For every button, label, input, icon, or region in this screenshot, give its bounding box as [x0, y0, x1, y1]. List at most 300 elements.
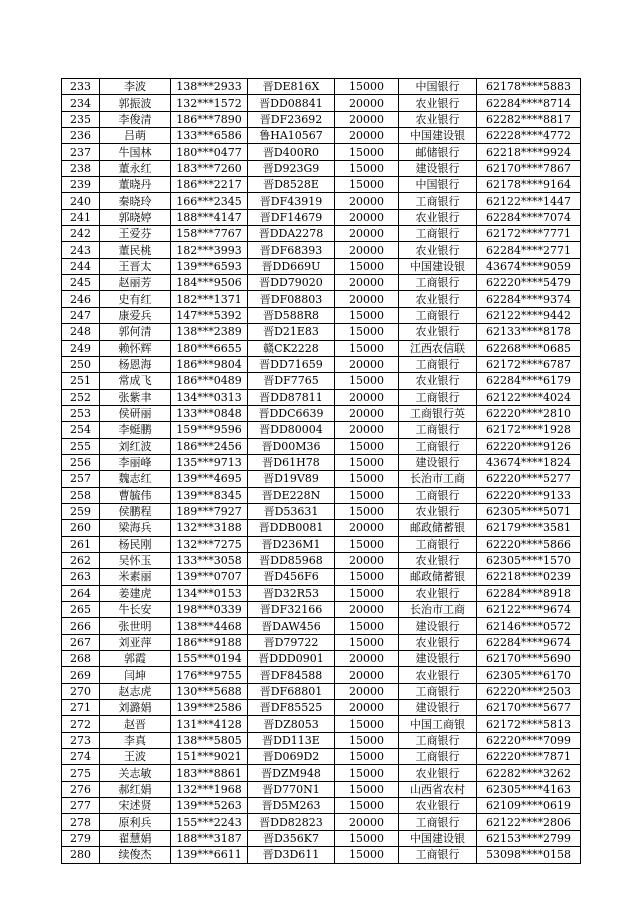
amount-cell: 15000	[335, 487, 399, 503]
card-number-cell: 62220****2810	[477, 405, 581, 421]
table-row	[62, 749, 581, 765]
card-number-cell: 62220****5866	[477, 536, 581, 552]
card-number-cell: 62282****8817	[477, 111, 581, 127]
row-number-cell: 244	[62, 258, 100, 274]
amount-cell: 20000	[335, 291, 399, 307]
license-plate-cell: 赣CK2228	[248, 340, 335, 356]
table-row	[62, 716, 581, 732]
row-number-cell: 259	[62, 503, 100, 519]
person-name-cell: 翟慧娟	[100, 830, 171, 846]
license-plate-cell: 晋DF7765	[248, 373, 335, 389]
license-plate-cell: 晋D53631	[248, 503, 335, 519]
license-plate-cell: 晋DAW456	[248, 618, 335, 634]
payment-table	[61, 78, 581, 864]
license-plate-cell: 晋DD85968	[248, 552, 335, 568]
table-row	[62, 634, 581, 650]
row-number-cell: 276	[62, 781, 100, 797]
bank-name-cell: 农业银行	[399, 373, 477, 389]
row-number-cell: 245	[62, 275, 100, 291]
bank-name-cell: 工商银行	[399, 438, 477, 454]
phone-number-cell: 186***9804	[171, 356, 248, 372]
phone-number-cell: 138***4468	[171, 618, 248, 634]
person-name-cell: 张世明	[100, 618, 171, 634]
phone-number-cell: 138***2389	[171, 324, 248, 340]
amount-cell: 15000	[335, 373, 399, 389]
phone-number-cell: 155***0194	[171, 651, 248, 667]
card-number-cell: 62122****9674	[477, 602, 581, 618]
bank-name-cell: 农业银行	[399, 111, 477, 127]
phone-number-cell: 139***6593	[171, 258, 248, 274]
person-name-cell: 刘潞娟	[100, 700, 171, 716]
bank-name-cell: 工商银行	[399, 814, 477, 830]
card-number-cell: 62220****9133	[477, 487, 581, 503]
table-row	[62, 209, 581, 225]
amount-cell: 20000	[335, 651, 399, 667]
phone-number-cell: 182***3993	[171, 242, 248, 258]
amount-cell: 15000	[335, 716, 399, 732]
amount-cell: 20000	[335, 95, 399, 111]
bank-name-cell: 农业银行	[399, 291, 477, 307]
row-number-cell: 277	[62, 798, 100, 814]
table-row	[62, 471, 581, 487]
row-number-cell: 254	[62, 422, 100, 438]
amount-cell: 15000	[335, 471, 399, 487]
amount-cell: 15000	[335, 454, 399, 470]
row-number-cell: 271	[62, 700, 100, 716]
phone-number-cell: 180***6655	[171, 340, 248, 356]
bank-name-cell: 山西省农村	[399, 781, 477, 797]
row-number-cell: 251	[62, 373, 100, 389]
row-number-cell: 233	[62, 79, 100, 95]
license-plate-cell: 晋DDB0081	[248, 520, 335, 536]
card-number-cell: 62220****7099	[477, 732, 581, 748]
bank-name-cell: 农业银行	[399, 634, 477, 650]
amount-cell: 15000	[335, 634, 399, 650]
license-plate-cell: 晋DF08803	[248, 291, 335, 307]
license-plate-cell: 晋D236M1	[248, 536, 335, 552]
row-number-cell: 262	[62, 552, 100, 568]
card-number-cell: 62220****5479	[477, 275, 581, 291]
table-row	[62, 781, 581, 797]
table-body	[62, 79, 581, 864]
row-number-cell: 250	[62, 356, 100, 372]
card-number-cell: 62268****0685	[477, 340, 581, 356]
table-row	[62, 569, 581, 585]
license-plate-cell: 晋D61H78	[248, 454, 335, 470]
phone-number-cell: 132***1968	[171, 781, 248, 797]
phone-number-cell: 180***0477	[171, 144, 248, 160]
table-row	[62, 732, 581, 748]
row-number-cell: 253	[62, 405, 100, 421]
row-number-cell: 236	[62, 128, 100, 144]
phone-number-cell: 134***0313	[171, 389, 248, 405]
person-name-cell: 刘红波	[100, 438, 171, 454]
row-number-cell: 256	[62, 454, 100, 470]
table-row	[62, 651, 581, 667]
row-number-cell: 273	[62, 732, 100, 748]
table-row	[62, 389, 581, 405]
person-name-cell: 赵晋	[100, 716, 171, 732]
table-row	[62, 324, 581, 340]
phone-number-cell: 186***2456	[171, 438, 248, 454]
row-number-cell: 278	[62, 814, 100, 830]
phone-number-cell: 131***4128	[171, 716, 248, 732]
card-number-cell: 62170****7867	[477, 160, 581, 176]
card-number-cell: 62284****6179	[477, 373, 581, 389]
amount-cell: 20000	[335, 193, 399, 209]
table-row	[62, 585, 581, 601]
card-number-cell: 62170****5677	[477, 700, 581, 716]
person-name-cell: 吴怀玉	[100, 552, 171, 568]
amount-cell: 20000	[335, 275, 399, 291]
card-number-cell: 62284****9674	[477, 634, 581, 650]
table-row	[62, 520, 581, 536]
table-row	[62, 814, 581, 830]
person-name-cell: 董晓丹	[100, 177, 171, 193]
card-number-cell: 62220****5277	[477, 471, 581, 487]
amount-cell: 20000	[335, 226, 399, 242]
card-number-cell: 62284****8918	[477, 585, 581, 601]
phone-number-cell: 186***2217	[171, 177, 248, 193]
amount-cell: 20000	[335, 814, 399, 830]
card-number-cell: 62146****0572	[477, 618, 581, 634]
row-number-cell: 240	[62, 193, 100, 209]
row-number-cell: 255	[62, 438, 100, 454]
license-plate-cell: 晋D5M263	[248, 798, 335, 814]
table-row	[62, 111, 581, 127]
table-row	[62, 242, 581, 258]
bank-name-cell: 建设银行	[399, 160, 477, 176]
phone-number-cell: 176***9755	[171, 667, 248, 683]
phone-number-cell: 182***1371	[171, 291, 248, 307]
phone-number-cell: 188***3187	[171, 830, 248, 846]
license-plate-cell: 晋DD71659	[248, 356, 335, 372]
row-number-cell: 248	[62, 324, 100, 340]
license-plate-cell: 晋DF43919	[248, 193, 335, 209]
person-name-cell: 李波	[100, 79, 171, 95]
amount-cell: 15000	[335, 847, 399, 863]
amount-cell: 15000	[335, 618, 399, 634]
table-row	[62, 340, 581, 356]
person-name-cell: 米素丽	[100, 569, 171, 585]
license-plate-cell: 晋DDA2278	[248, 226, 335, 242]
card-number-cell: 62122****4024	[477, 389, 581, 405]
row-number-cell: 235	[62, 111, 100, 127]
phone-number-cell: 184***9506	[171, 275, 248, 291]
bank-name-cell: 农业银行	[399, 242, 477, 258]
row-number-cell: 261	[62, 536, 100, 552]
bank-name-cell: 农业银行	[399, 209, 477, 225]
license-plate-cell: 晋DF85525	[248, 700, 335, 716]
card-number-cell: 62122****2806	[477, 814, 581, 830]
license-plate-cell: 晋D21E83	[248, 324, 335, 340]
row-number-cell: 270	[62, 683, 100, 699]
person-name-cell: 秦晓玲	[100, 193, 171, 209]
person-name-cell: 宋述贤	[100, 798, 171, 814]
phone-number-cell: 133***0848	[171, 405, 248, 421]
person-name-cell: 梁海兵	[100, 520, 171, 536]
row-number-cell: 257	[62, 471, 100, 487]
amount-cell: 20000	[335, 667, 399, 683]
card-number-cell: 62305****5071	[477, 503, 581, 519]
phone-number-cell: 158***7767	[171, 226, 248, 242]
row-number-cell: 280	[62, 847, 100, 863]
amount-cell: 15000	[335, 438, 399, 454]
card-number-cell: 62220****2503	[477, 683, 581, 699]
table-row	[62, 454, 581, 470]
card-number-cell: 53098****0158	[477, 847, 581, 863]
license-plate-cell: 晋DDD0901	[248, 651, 335, 667]
row-number-cell: 238	[62, 160, 100, 176]
amount-cell: 20000	[335, 389, 399, 405]
amount-cell: 15000	[335, 749, 399, 765]
amount-cell: 20000	[335, 242, 399, 258]
license-plate-cell: 晋DD113E	[248, 732, 335, 748]
amount-cell: 15000	[335, 798, 399, 814]
bank-name-cell: 工商银行	[399, 732, 477, 748]
table-row	[62, 95, 581, 111]
card-number-cell: 62153****2799	[477, 830, 581, 846]
table-row	[62, 405, 581, 421]
amount-cell: 15000	[335, 536, 399, 552]
table-row	[62, 552, 581, 568]
phone-number-cell: 189***7927	[171, 503, 248, 519]
phone-number-cell: 166***2345	[171, 193, 248, 209]
card-number-cell: 62178****9164	[477, 177, 581, 193]
row-number-cell: 279	[62, 830, 100, 846]
person-name-cell: 王爱芬	[100, 226, 171, 242]
row-number-cell: 247	[62, 307, 100, 323]
row-number-cell: 237	[62, 144, 100, 160]
table-row	[62, 847, 581, 863]
phone-number-cell: 130***5688	[171, 683, 248, 699]
person-name-cell: 史有红	[100, 291, 171, 307]
person-name-cell: 赵丽芳	[100, 275, 171, 291]
license-plate-cell: 晋DD82823	[248, 814, 335, 830]
person-name-cell: 牛长安	[100, 602, 171, 618]
bank-name-cell: 中国建设银	[399, 258, 477, 274]
phone-number-cell: 186***0489	[171, 373, 248, 389]
row-number-cell: 266	[62, 618, 100, 634]
person-name-cell: 郭晓婷	[100, 209, 171, 225]
row-number-cell: 269	[62, 667, 100, 683]
person-name-cell: 曹毓伟	[100, 487, 171, 503]
table-row	[62, 128, 581, 144]
bank-name-cell: 长治市工商	[399, 602, 477, 618]
person-name-cell: 张紫聿	[100, 389, 171, 405]
bank-name-cell: 工商银行	[399, 683, 477, 699]
person-name-cell: 吕萌	[100, 128, 171, 144]
table-row	[62, 683, 581, 699]
bank-name-cell: 工商银行	[399, 389, 477, 405]
row-number-cell: 274	[62, 749, 100, 765]
license-plate-cell: 晋D8528E	[248, 177, 335, 193]
person-name-cell: 魏志红	[100, 471, 171, 487]
amount-cell: 20000	[335, 552, 399, 568]
person-name-cell: 杨恩海	[100, 356, 171, 372]
phone-number-cell: 147***5392	[171, 307, 248, 323]
person-name-cell: 侯研丽	[100, 405, 171, 421]
bank-name-cell: 中国银行	[399, 177, 477, 193]
amount-cell: 20000	[335, 602, 399, 618]
license-plate-cell: 鲁HA10567	[248, 128, 335, 144]
table-row	[62, 177, 581, 193]
amount-cell: 15000	[335, 307, 399, 323]
phone-number-cell: 139***8345	[171, 487, 248, 503]
bank-name-cell: 农业银行	[399, 552, 477, 568]
person-name-cell: 郭霞	[100, 651, 171, 667]
phone-number-cell: 134***0153	[171, 585, 248, 601]
bank-name-cell: 工商银行	[399, 749, 477, 765]
row-number-cell: 275	[62, 765, 100, 781]
license-plate-cell: 晋DF32166	[248, 602, 335, 618]
person-name-cell: 郝红娟	[100, 781, 171, 797]
phone-number-cell: 139***4695	[171, 471, 248, 487]
license-plate-cell: 晋DF68801	[248, 683, 335, 699]
table-row	[62, 830, 581, 846]
phone-number-cell: 138***5805	[171, 732, 248, 748]
row-number-cell: 264	[62, 585, 100, 601]
amount-cell: 15000	[335, 830, 399, 846]
license-plate-cell: 晋D32R53	[248, 585, 335, 601]
table-row	[62, 373, 581, 389]
table-row	[62, 356, 581, 372]
bank-name-cell: 农业银行	[399, 503, 477, 519]
row-number-cell: 267	[62, 634, 100, 650]
amount-cell: 15000	[335, 732, 399, 748]
license-plate-cell: 晋D400R0	[248, 144, 335, 160]
phone-number-cell: 159***9596	[171, 422, 248, 438]
license-plate-cell: 晋DZ8053	[248, 716, 335, 732]
card-number-cell: 62170****5690	[477, 651, 581, 667]
bank-name-cell: 农业银行	[399, 585, 477, 601]
table-row	[62, 307, 581, 323]
amount-cell: 20000	[335, 111, 399, 127]
bank-name-cell: 工商银行	[399, 275, 477, 291]
bank-name-cell: 工商银行英	[399, 405, 477, 421]
amount-cell: 20000	[335, 209, 399, 225]
table-row	[62, 193, 581, 209]
person-name-cell: 王波	[100, 749, 171, 765]
card-number-cell: 62122****1447	[477, 193, 581, 209]
bank-name-cell: 邮政储蓄银	[399, 569, 477, 585]
license-plate-cell: 晋D456F6	[248, 569, 335, 585]
bank-name-cell: 邮政储蓄银	[399, 520, 477, 536]
bank-name-cell: 工商银行	[399, 307, 477, 323]
bank-name-cell: 工商银行	[399, 536, 477, 552]
bank-name-cell: 江西农信联	[399, 340, 477, 356]
license-plate-cell: 晋D770N1	[248, 781, 335, 797]
bank-name-cell: 长治市工商	[399, 471, 477, 487]
table-row	[62, 798, 581, 814]
license-plate-cell: 晋DF23692	[248, 111, 335, 127]
bank-name-cell: 工商银行	[399, 193, 477, 209]
amount-cell: 20000	[335, 405, 399, 421]
person-name-cell: 刘亚萍	[100, 634, 171, 650]
person-name-cell: 康爱兵	[100, 307, 171, 323]
table-row	[62, 258, 581, 274]
person-name-cell: 李蜓鹏	[100, 422, 171, 438]
person-name-cell: 续俊杰	[100, 847, 171, 863]
amount-cell: 15000	[335, 144, 399, 160]
person-name-cell: 李俊清	[100, 111, 171, 127]
phone-number-cell: 183***7260	[171, 160, 248, 176]
phone-number-cell: 155***2243	[171, 814, 248, 830]
license-plate-cell: 晋DE816X	[248, 79, 335, 95]
license-plate-cell: 晋D923G9	[248, 160, 335, 176]
phone-number-cell: 132***3188	[171, 520, 248, 536]
person-name-cell: 李真	[100, 732, 171, 748]
card-number-cell: 62305****1570	[477, 552, 581, 568]
phone-number-cell: 139***5263	[171, 798, 248, 814]
card-number-cell: 62133****8178	[477, 324, 581, 340]
table-row	[62, 602, 581, 618]
license-plate-cell: 晋DDC6639	[248, 405, 335, 421]
card-number-cell: 62172****5813	[477, 716, 581, 732]
amount-cell: 15000	[335, 324, 399, 340]
person-name-cell: 闫坤	[100, 667, 171, 683]
person-name-cell: 郭何清	[100, 324, 171, 340]
card-number-cell: 62178****5883	[477, 79, 581, 95]
license-plate-cell: 晋DD87811	[248, 389, 335, 405]
amount-cell: 20000	[335, 128, 399, 144]
card-number-cell: 62228****4772	[477, 128, 581, 144]
amount-cell: 20000	[335, 700, 399, 716]
bank-name-cell: 建设银行	[399, 454, 477, 470]
row-number-cell: 234	[62, 95, 100, 111]
license-plate-cell: 晋D356K7	[248, 830, 335, 846]
table-row	[62, 160, 581, 176]
license-plate-cell: 晋D00M36	[248, 438, 335, 454]
person-name-cell: 赖怀辉	[100, 340, 171, 356]
license-plate-cell: 晋DD79020	[248, 275, 335, 291]
phone-number-cell: 186***9188	[171, 634, 248, 650]
phone-number-cell: 183***8861	[171, 765, 248, 781]
amount-cell: 15000	[335, 585, 399, 601]
row-number-cell: 263	[62, 569, 100, 585]
card-number-cell: 43674****1824	[477, 454, 581, 470]
table-row	[62, 422, 581, 438]
card-number-cell: 62284****9374	[477, 291, 581, 307]
phone-number-cell: 186***7890	[171, 111, 248, 127]
license-plate-cell: 晋D3D611	[248, 847, 335, 863]
amount-cell: 15000	[335, 765, 399, 781]
phone-number-cell: 132***7275	[171, 536, 248, 552]
bank-name-cell: 工商银行	[399, 356, 477, 372]
person-name-cell: 董永红	[100, 160, 171, 176]
person-name-cell: 杨民刚	[100, 536, 171, 552]
row-number-cell: 249	[62, 340, 100, 356]
license-plate-cell: 晋DE228N	[248, 487, 335, 503]
table-row	[62, 438, 581, 454]
card-number-cell: 62220****9126	[477, 438, 581, 454]
person-name-cell: 牛国林	[100, 144, 171, 160]
license-plate-cell: 晋DD669U	[248, 258, 335, 274]
person-name-cell: 赵志虎	[100, 683, 171, 699]
bank-name-cell: 农业银行	[399, 667, 477, 683]
amount-cell: 20000	[335, 422, 399, 438]
person-name-cell: 姜建虎	[100, 585, 171, 601]
amount-cell: 15000	[335, 503, 399, 519]
card-number-cell: 62284****2771	[477, 242, 581, 258]
license-plate-cell: 晋DF14679	[248, 209, 335, 225]
bank-name-cell: 农业银行	[399, 95, 477, 111]
table-row	[62, 79, 581, 95]
card-number-cell: 62220****7871	[477, 749, 581, 765]
license-plate-cell: 晋DZM948	[248, 765, 335, 781]
license-plate-cell: 晋DD80004	[248, 422, 335, 438]
amount-cell: 15000	[335, 340, 399, 356]
